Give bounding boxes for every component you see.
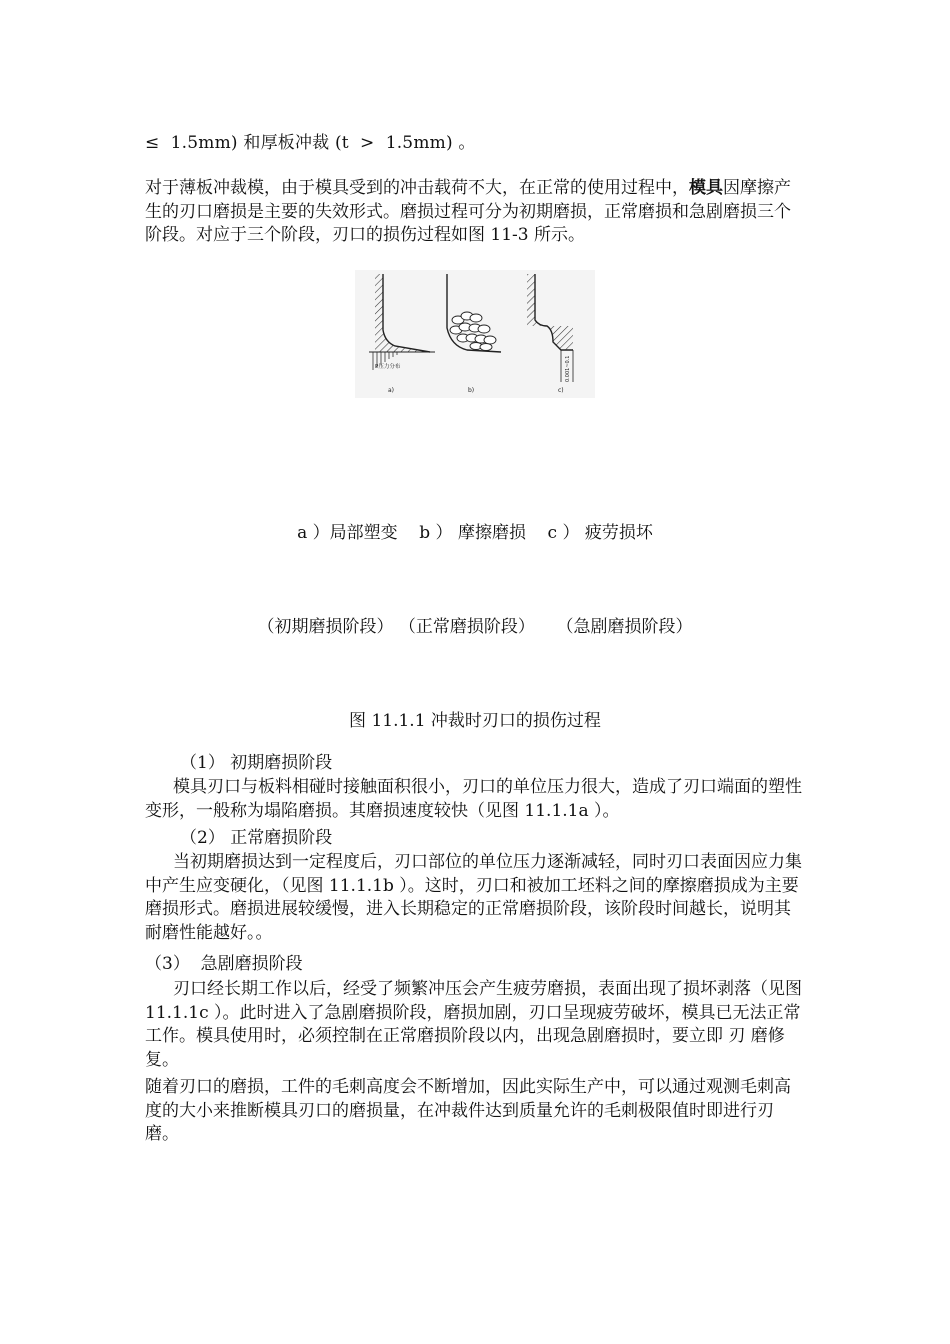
- section-2-body: 当初期磨损达到一定程度后，刃口部位的单位压力逐渐减轻，同时刃口表面因应力集中产生应变硬化，（见图 11.1.1b ）。这时，刃口和被加工坯料之间的摩擦磨损成为主要磨损形式。磨损进展较缓慢，进入长期稳定的正常磨损阶段，该阶段时间越长，说明其耐磨性能越好。。: [145, 852, 802, 943]
- closing-paragraph: 随着刃口的磨损，工件的毛刺高度会不断增加，因此实际生产中，可以通过观测毛刺高度的大小来推断模具刃口的磨损量，在冲裁件达到质量允许的毛刺极限值时即进行刃 磨。: [145, 1077, 791, 1144]
- label-a: a): [388, 387, 395, 394]
- section-1-heading: （1） 初期磨损阶段: [180, 753, 333, 773]
- caption-stages: （初期磨损阶段） （正常磨损阶段） （急剧磨损阶段）: [257, 617, 693, 637]
- intro-text-2: 因摩擦产生的刃口磨损是主要的失效形式。磨损过程可分为初期磨损，正常磨损和急剧磨损三个阶段。对应于三个阶段，刃口的损伤过程如图 11-3 所示。: [145, 178, 791, 245]
- panel-b: [447, 274, 501, 394]
- panel-a: [369, 274, 435, 394]
- wear-diagram: [355, 270, 595, 398]
- intro-paragraph: [145, 177, 805, 248]
- label-b: b): [468, 387, 475, 394]
- label-c: c): [558, 387, 564, 394]
- section-3-body: 刃口经长期工作以后，经受了频繁冲压会产生疲劳磨损，表面出现了损坏剥落（见图 11.1.1c ）。此时进入了急剧磨损阶段，磨损加剧，刃口呈现疲劳破坏，模具已无法正常工作。模具使用时，必须控制在正常磨损阶段以内，出现急剧磨损时，要立即 刃 磨修复。: [145, 979, 802, 1070]
- dimension-label: 0.001~0.1: [565, 355, 571, 382]
- section-2-heading: （2） 正常磨损阶段: [180, 828, 333, 848]
- pressure-label: P压力分布: [375, 364, 401, 370]
- section-1-body: 模具刃口与板料相碰时接触面积很小，刃口的单位压力很大，造成了刃口端面的塑性变形，一般称为塌陷磨损。其磨损速度较快（见图 11.1.1a ）。: [145, 777, 802, 821]
- section-3-heading: （3） 急剧磨损阶段: [145, 954, 303, 974]
- top-line: ≤ 1.5mm) 和厚板冲裁 (t > 1.5mm) 。: [145, 133, 476, 153]
- wear-figure: [355, 270, 595, 398]
- panel-c: [527, 274, 573, 394]
- intro-bold: 模具: [689, 178, 723, 198]
- caption-types: a ）局部塑变 b ） 摩擦磨损 c ） 疲劳损坏: [297, 523, 653, 543]
- figure-title: 图 11.1.1 冲裁时刃口的损伤过程: [349, 711, 601, 731]
- intro-text-1: 对于薄板冲裁模，由于模具受到的冲击载荷不大，在正常的使用过程中，: [145, 178, 689, 198]
